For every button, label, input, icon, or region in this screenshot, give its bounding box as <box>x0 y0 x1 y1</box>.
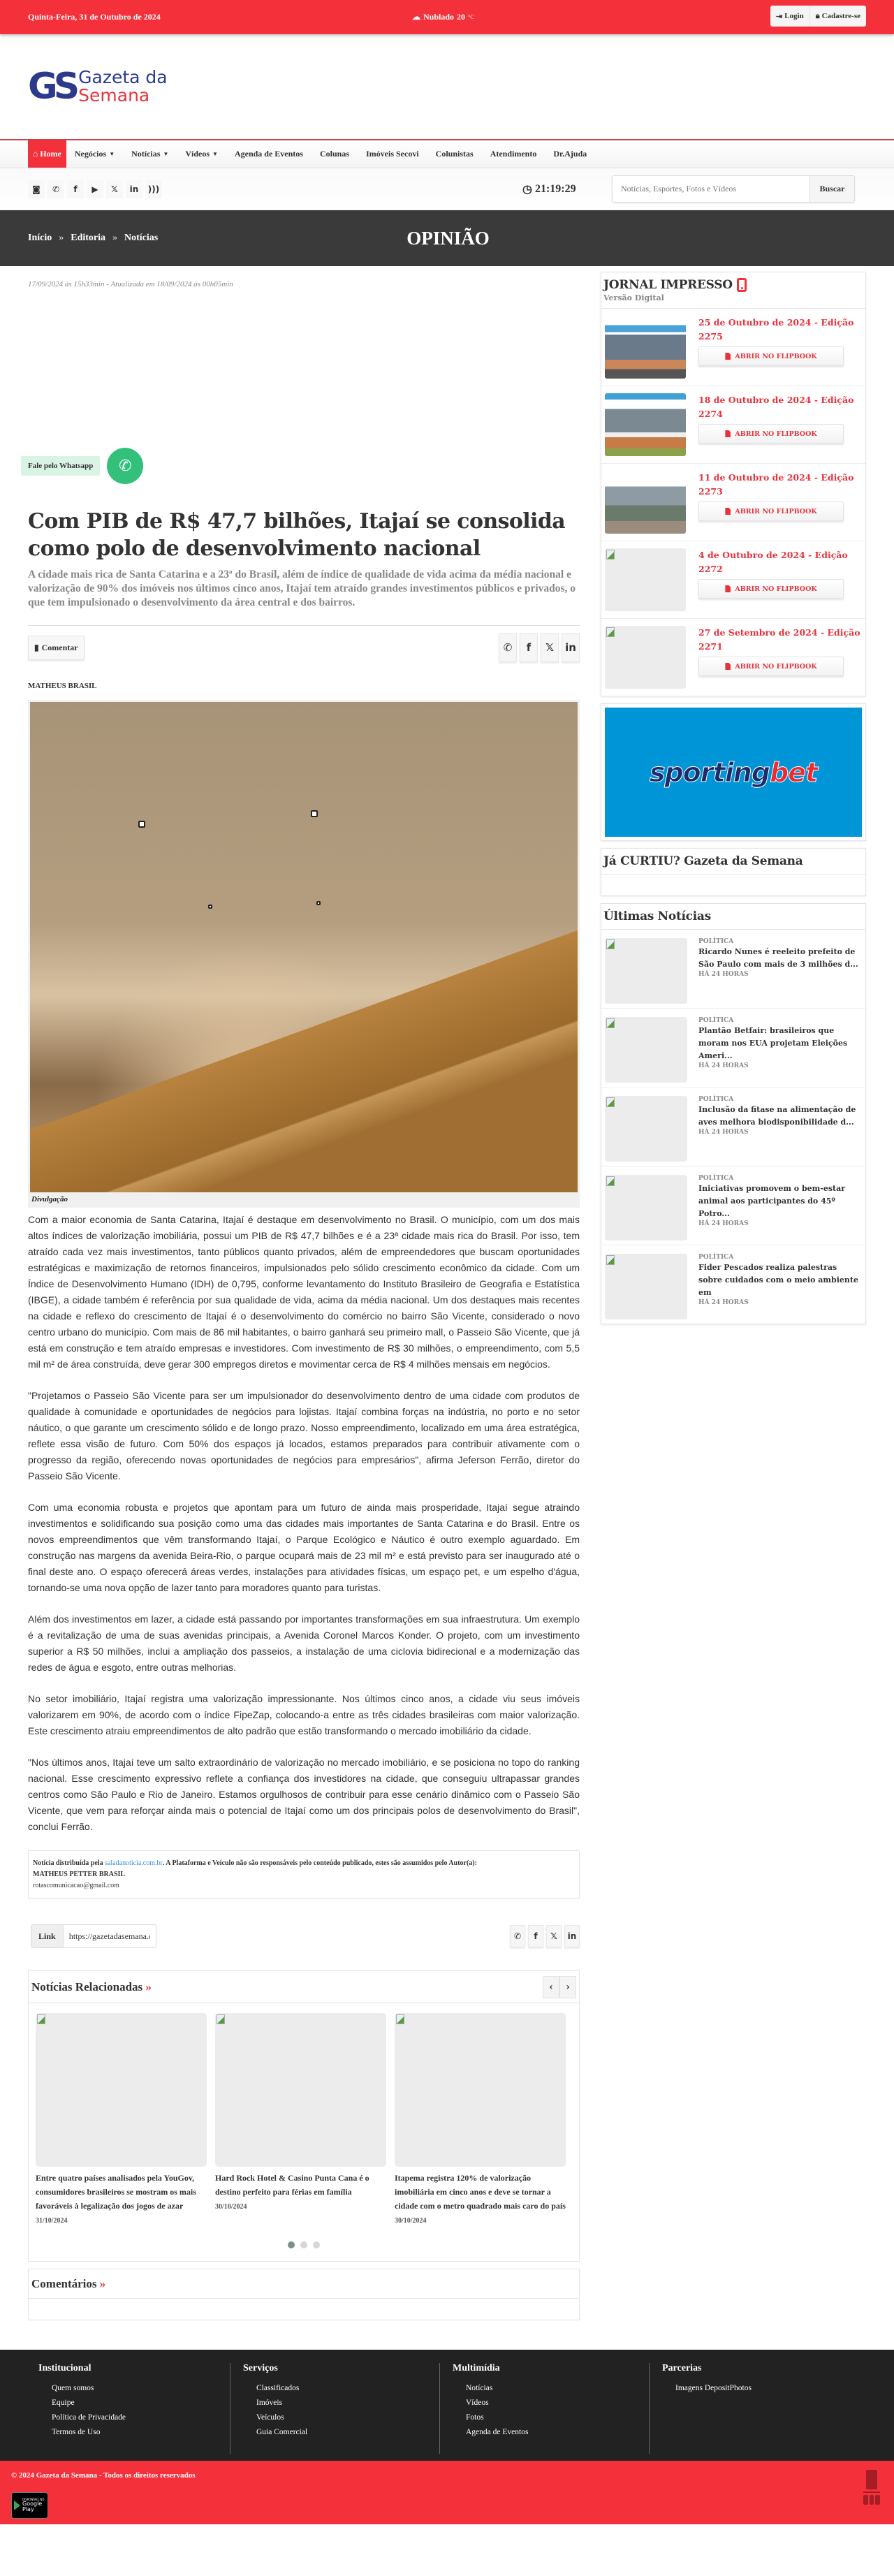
youtube-icon[interactable]: ▶ <box>87 180 103 198</box>
current-date: Quinta-Feira, 31 de Outubro de 2024 <box>28 12 161 22</box>
footer-link[interactable]: Imagens DepositPhotos <box>675 2384 752 2392</box>
article-actions <box>28 633 580 662</box>
edition-item <box>601 619 865 696</box>
edition-cover[interactable] <box>605 393 686 456</box>
signup-label: Cadastre-se <box>821 12 860 20</box>
facebook-icon[interactable]: f <box>67 180 84 198</box>
related-image <box>395 2013 566 2167</box>
flipbook-label: ABRIR NO FLIPBOOK <box>735 507 817 515</box>
carousel-dots <box>29 2225 579 2261</box>
ceiling-light <box>316 901 321 905</box>
google-play-badge[interactable] <box>11 2492 48 2519</box>
news-thumb <box>605 938 687 1004</box>
comments-header <box>29 2269 579 2299</box>
footer-col-institucional <box>0 2363 230 2454</box>
related-card[interactable] <box>395 2013 566 2225</box>
footer-link[interactable]: Termos de Uso <box>52 2428 101 2436</box>
carousel-dot[interactable] <box>313 2241 320 2248</box>
latest-title: Últimas Notícias <box>603 909 711 923</box>
footer-col-title: Multimídia <box>453 2363 500 2373</box>
footer-col-title: Institucional <box>38 2363 91 2373</box>
footer-col-title: Serviços <box>243 2363 278 2373</box>
carousel-dot-active[interactable] <box>288 2241 295 2248</box>
nav-videos[interactable] <box>177 140 226 168</box>
nav-colunistas[interactable]: Colunistas <box>435 149 474 159</box>
latest-news-item[interactable] <box>601 1245 865 1324</box>
related-image <box>36 2013 207 2167</box>
related-card[interactable] <box>36 2013 207 2225</box>
news-category: POLÍTICA <box>698 1017 734 1024</box>
footer-link[interactable]: Guia Comercial <box>256 2428 308 2436</box>
weather-temp: 20 <box>457 12 466 22</box>
like-title: Já CURTIU? Gazeta da Semana <box>603 854 803 868</box>
article-paragraph: No setor imobiliário, Itajaí registra uma valorização impressionante. Nos últimos cinco anos, a cidade viu seus imóveis valorizarem em 90%, de acordo com o índice FipeZap, colocando-a entre as três cidades brasileiras com maior valorização. Este crescimento atraiu empreendimentos de alto padrão que estão transformando o mercado imobiliário da cidade. <box>28 1693 580 1736</box>
footer-link[interactable]: Classificados <box>256 2384 300 2392</box>
nav-agenda[interactable]: Agenda de Eventos <box>234 149 303 159</box>
edition-item <box>601 541 865 619</box>
x-icon[interactable]: 𝕏 <box>106 180 123 198</box>
article-paragraph: Com a maior economia de Santa Catarina, Itajaí é destaque em desenvolvimento no Brasil. O município, com um dos mais altos índices de valorização imobiliária, possui um PIB de R$ 47,7 bilhões e é a 23ª cidade mais rica do Brasil. Por isso, tem atraído cada vez mais investimentos, tanto públicos quanto privados, além de empreendedores que buscam oportunidades estratégicas e maximização de retornos financeiros, impulsionados pelo sólido crescimento econômico da cidade. Com um Índice de Desenvolvimento Humano (IDH) de 0,795, conforme levantamento do Instituto Brasileiro de Geografia e Estatística (IBGE), a cidade também é referência por sua qualidade de vida, acima da média nacional. Um dos destaques mais recentes na cidade e reflexo do crescimento de Itajaí é o desenvolvimento do comércio no bairro São Vicente, considerado o novo centro urbano do município. Com mais de 86 mil habitantes, o bairro ganhará seu primeiro mall, o Passeio São Vicente, que já está em construção e tem atraído empresas e investidores. Com investimento de R$ 30 milhões, o empreendimento, com 5,5 mil m² de área construída, deve gerar 300 empregos diretos e movimentar cerca de R$ 4 milhões mensais em negócios. <box>28 1214 580 1370</box>
footer <box>0 2350 894 2524</box>
raquo-icon: » <box>99 2276 106 2290</box>
article-paragraph: Além dos investimentos em lazer, a cidade está passando por importantes transformações em sua infraestrutura. Um exemplo é a revitalização de uma de suas avenidas principais, a Avenida Coronel Marcos Konder. O projeto, com um investimento superior a R$ 50 milhões, inclui a ampliação dos passeios, a instalação de uma ciclovia bidirecional e a modernização das redes de água e esgoto, entre outras melhorias. <box>28 1613 580 1673</box>
news-time: HÁ 24 HORAS <box>698 1299 749 1306</box>
comment-button[interactable] <box>28 636 85 660</box>
broken-image-icon <box>396 2014 404 2024</box>
broken-image-icon <box>606 1018 615 1028</box>
utility-bar <box>0 168 894 210</box>
news-category: POLÍTICA <box>698 938 734 945</box>
news-category: POLÍTICA <box>698 1175 734 1182</box>
news-thumb <box>605 1254 687 1319</box>
search-button[interactable]: Buscar <box>809 176 854 202</box>
jornal-title-text: JORNAL IMPRESSO <box>603 278 733 292</box>
breadcrumb <box>28 233 158 244</box>
weather-label: Nublado <box>423 12 455 22</box>
breadcrumb-editoria[interactable]: Editoria <box>71 233 106 243</box>
share-buttons <box>499 633 580 662</box>
link-share-row <box>28 1924 580 1948</box>
open-flipbook-button[interactable] <box>698 424 844 444</box>
news-time: HÁ 24 HORAS <box>698 971 749 978</box>
ceiling-light <box>138 821 145 828</box>
news-time: HÁ 24 HORAS <box>698 1062 749 1069</box>
open-flipbook-button[interactable] <box>698 657 844 676</box>
like-header <box>601 849 865 874</box>
footer-col-parcerias <box>650 2363 859 2454</box>
raquo-icon: » <box>145 1979 152 1993</box>
article-paragraph: Com uma economia robusta e projetos que apontam para um futuro de ainda mais prosperidade, Itajaí segue atraindo investimentos e solidificando sua posição como uma das cidades mais importantes de Santa Catarina e do Brasil. Entre os novos empreendimentos que vêm transformando Itajaí, o Parque Ecológico e Náutico é outro exemplo aguardado. Em construção nas margens da avenida Beira-Rio, o parque ocupará mais de 23 mil m² e está previsto para ser inaugurado até o final deste ano. O espaço oferecerá áreas verdes, instalações para atividades físicas, um espaço pet, e um espelho d'água, tornando-se uma nova opção de lazer tanto para moradores quanto para turistas. <box>28 1502 580 1593</box>
footer-link[interactable]: Vídeos <box>466 2399 489 2407</box>
latest-news-widget <box>601 903 866 1324</box>
article-paragraph: "Projetamos o Passeio São Vicente para ser um impulsionador do desenvolvimento dentro de uma cidade com produtos de qualidade à comunidade e oportunidades de negócios para lojistas. Itajaí combina forças na indústria, no porto e no setor náutico, o que garante um crescimento sólido e de longo prazo. Nosso empreendimento, localizado em uma área estratégica, reflete essa visão de futuro. Com 50% dos espaços já locados, estamos preparados para contribuir ativamente com o progresso da região, oferecendo novas oportunidades de negócios para empresários", afirma Jeferson Ferrão, diretor do Passeio São Vicente. <box>28 1390 580 1481</box>
chevron-down-icon: ▼ <box>163 151 169 157</box>
section-title-text: OPINIÃO <box>406 227 490 249</box>
news-category: POLÍTICA <box>698 1254 734 1261</box>
source-prefix: Notícia distribuída pela <box>33 1859 105 1867</box>
jornal-header <box>601 272 865 309</box>
logo-mark: GS <box>28 66 76 108</box>
related-card[interactable] <box>215 2013 386 2225</box>
gplay-text <box>22 2498 45 2512</box>
flipbook-label: ABRIR NO FLIPBOOK <box>735 352 817 360</box>
nav-label: Vídeos <box>185 149 210 159</box>
news-title: Fider Pescados realiza palestras sobre cuidados com o meio ambiente em <box>698 1263 858 1297</box>
chevron-left-icon[interactable]: ‹ <box>543 1976 559 1998</box>
nav-label: Negócios <box>74 149 107 159</box>
clock-time: 21:19:29 <box>534 182 576 195</box>
footer-link[interactable]: Quem somos <box>52 2384 94 2392</box>
footer-link[interactable]: Equipe <box>52 2399 75 2407</box>
ad-brand-part2: bet <box>769 756 818 788</box>
broken-image-icon <box>37 2014 45 2024</box>
lock-icon: 🔒︎ <box>815 11 820 20</box>
footer-col-servicos <box>230 2363 440 2454</box>
latest-news-item[interactable] <box>601 930 865 1009</box>
share-linkedin-icon[interactable]: in <box>562 633 580 662</box>
news-thumb <box>605 1017 687 1083</box>
comments-title-text: Comentários <box>31 2276 97 2290</box>
related-news-header <box>29 1971 579 2003</box>
footer-links <box>0 2350 894 2461</box>
source-link[interactable]: saladanoticia.com.br <box>105 1859 163 1867</box>
news-category: POLÍTICA <box>698 1096 734 1103</box>
article-author: MATHEUS BRASIL <box>28 682 97 690</box>
share-facebook-icon[interactable]: f <box>528 1925 543 1947</box>
carousel-arrows <box>543 1976 576 1998</box>
instagram-icon[interactable]: ◙ <box>28 180 45 198</box>
rss-icon[interactable]: ))) <box>145 180 162 198</box>
related-title: Itapema registra 120% de valorização imobiliária em cinco anos e deve se tornar a cidade com o metro quadrado mais caro do país <box>395 2173 566 2211</box>
related-date: 30/10/2024 <box>395 2217 427 2225</box>
related-title: Hard Rock Hotel & Casino Punta Cana é o destino perfeito para férias em família <box>215 2173 369 2197</box>
footer-link[interactable]: Imóveis <box>256 2399 283 2407</box>
section-header <box>0 210 894 266</box>
nav-dr-ajuda[interactable]: Dr.Ajuda <box>553 149 587 159</box>
jornal-impresso-widget <box>601 272 866 696</box>
gplay-small: DISPONÍVEL NO <box>22 2498 45 2501</box>
gplay-big: Google Play <box>22 2501 43 2512</box>
whatsapp-icon: ✆ <box>119 457 132 475</box>
comments-body <box>29 2299 579 2320</box>
home-icon: ⌂ <box>33 149 38 159</box>
comments-title <box>31 2277 105 2291</box>
share-buttons-bottom <box>510 1925 580 1947</box>
logo-line2: Semana <box>78 85 150 105</box>
carousel-dot[interactable] <box>300 2241 307 2248</box>
divider <box>28 625 580 626</box>
chevron-down-icon: ▼ <box>109 151 115 157</box>
edition-item <box>601 309 865 386</box>
logo-line1: Gazeta da <box>78 67 168 87</box>
login-label: Login <box>784 12 804 20</box>
site-logo[interactable] <box>28 66 168 108</box>
broken-image-icon <box>606 1255 615 1265</box>
chevron-right-icon[interactable]: › <box>559 1976 576 1998</box>
search-form <box>612 175 855 203</box>
article-image <box>30 702 578 1192</box>
article-title: Com PIB de R$ 47,7 bilhões, Itajaí se consolida como polo de desenvolvimento nacional <box>28 509 566 561</box>
share-facebook-icon[interactable]: f <box>520 633 538 662</box>
comments-section <box>28 2269 580 2320</box>
related-image <box>215 2013 386 2167</box>
edition-title[interactable]: 4 de Outubro de 2024 - Edição 2272 <box>698 550 848 574</box>
like-body <box>601 874 865 895</box>
logo-text <box>78 68 167 105</box>
open-flipbook-button[interactable] <box>698 502 844 521</box>
login-icon: ⇥ <box>776 12 783 21</box>
broken-image-icon <box>606 550 615 559</box>
breadcrumb-separator: » <box>59 233 64 243</box>
clock-icon: ◷ <box>522 183 532 196</box>
share-whatsapp-icon[interactable]: ✆ <box>510 1925 525 1947</box>
news-time: HÁ 24 HORAS <box>698 1129 749 1136</box>
google-play-icon <box>14 2501 20 2510</box>
broken-image-icon <box>606 1176 615 1186</box>
open-flipbook-button[interactable] <box>698 346 844 366</box>
related-date: 30/10/2024 <box>215 2203 247 2211</box>
edition-item <box>601 464 865 541</box>
logo-area <box>0 34 894 139</box>
breadcrumb-noticias[interactable]: Notícias <box>124 233 159 243</box>
link-label: Link <box>31 1925 64 1947</box>
signup-button[interactable] <box>809 6 866 27</box>
sportingbet-ad <box>605 708 862 837</box>
edition-title[interactable]: 25 de Outubro de 2024 - Edição 2275 <box>698 317 854 342</box>
flipbook-label: ABRIR NO FLIPBOOK <box>735 585 817 593</box>
flipbook-label: ABRIR NO FLIPBOOK <box>735 662 817 671</box>
edition-cover[interactable] <box>605 471 686 534</box>
footer-link[interactable]: Fotos <box>466 2413 484 2422</box>
broken-image-icon <box>606 939 615 949</box>
open-flipbook-button[interactable] <box>698 579 844 599</box>
main-nav <box>0 139 894 168</box>
footer-link[interactable]: Notícias <box>466 2384 493 2392</box>
nav-home[interactable] <box>28 140 66 168</box>
nav-imoveis-secovi[interactable]: Imóveis Secovi <box>366 149 419 159</box>
linkedin-icon[interactable]: in <box>126 180 142 198</box>
news-time: HÁ 24 HORAS <box>698 1220 749 1227</box>
article <box>28 266 580 2350</box>
chevron-down-icon: ▼ <box>212 151 218 157</box>
whatsapp-cta <box>21 448 580 484</box>
cloud-icon: ☁ <box>412 12 420 22</box>
news-thumb <box>605 1175 687 1241</box>
source-email: rotascomunicacao@gmail.com <box>33 1882 119 1889</box>
jornal-title <box>603 278 863 292</box>
news-title: Plantão Betfair: brasileiros que moram nos EUA projetam Eleições Ameri... <box>698 1026 848 1060</box>
edition-cover[interactable] <box>605 548 686 611</box>
source-author: MATHEUS PETTER BRASIL <box>33 1871 126 1878</box>
breadcrumb-separator: » <box>112 233 118 243</box>
nav-label: Home <box>40 149 61 159</box>
weather-unit: °C <box>468 14 474 20</box>
footer-link[interactable]: Política de Privacidade <box>52 2413 126 2422</box>
pdf-file-icon <box>725 585 731 592</box>
footer-col-title: Parcerias <box>662 2363 702 2373</box>
pdf-file-icon <box>725 508 731 515</box>
footer-link[interactable]: Agenda de Eventos <box>466 2428 529 2436</box>
article-body <box>28 1212 580 1835</box>
footer-bottom <box>0 2461 894 2524</box>
ad-banner[interactable] <box>601 703 866 841</box>
broken-image-icon <box>606 627 615 637</box>
nav-label: Notícias <box>131 149 161 159</box>
pdf-file-icon <box>725 353 731 360</box>
breadcrumb-inicio[interactable]: Início <box>28 233 52 243</box>
footer-link[interactable]: Veículos <box>256 2413 284 2422</box>
news-title: Iniciativas promovem o bem-estar animal aos participantes do 45º Potro... <box>698 1184 846 1218</box>
jornal-subtitle: Versão Digital <box>603 293 664 302</box>
share-whatsapp-icon[interactable]: ✆ <box>499 633 517 662</box>
ceiling-light <box>311 810 318 817</box>
article-figure <box>28 700 580 1208</box>
news-thumb <box>605 1096 687 1162</box>
sidebar <box>601 266 866 2350</box>
source-notice <box>28 1850 580 1899</box>
footer-col-multimidia <box>440 2363 650 2454</box>
clock <box>522 182 576 196</box>
ad-brand-part1: sporting <box>649 756 770 788</box>
whatsapp-label[interactable]: Fale pelo Whatsapp <box>21 456 100 476</box>
article-paragraph: "Nos últimos anos, Itajaí teve um salto extraordinário de valorização no mercado imobiliário, e se posiciona no topo do ranking nacional. Esse crescimento expressivo reflete a confiança dos investidores na cidade, que conseguiu ultrapassar grandes centros como São Paulo e Rio de Janeiro. Estamos orgulhosos de contribuir para esse cenário dinâmico com o Passeio São Vicente, que vem para reforçar ainda mais o potencial de Itajaí como um dos principais polos de desenvolvimento do Brasil", conclui Ferrão. <box>28 1757 580 1832</box>
nav-negocios[interactable] <box>66 140 123 168</box>
related-date: 31/10/2024 <box>36 2217 68 2225</box>
nav-noticias[interactable] <box>123 140 177 168</box>
edition-title[interactable]: 11 de Outubro de 2024 - Edição 2273 <box>698 472 854 497</box>
latest-news-item[interactable] <box>601 1166 865 1245</box>
edition-cover[interactable] <box>605 316 686 379</box>
related-list <box>29 2003 579 2225</box>
link-input[interactable] <box>64 1925 156 1947</box>
source-suffix: . A Plataforma e Veículo não são responsáveis pelo conteúdo publicado, estes são assumidos pelo Autor(a): <box>162 1859 477 1867</box>
page-content <box>0 266 894 2350</box>
edition-item <box>601 386 865 464</box>
share-x-icon[interactable]: 𝕏 <box>541 633 559 662</box>
article-date: 17/09/2024 às 15h33min - Atualizada em 18/09/2024 às 00h05min <box>28 280 233 288</box>
flipbook-label: ABRIR NO FLIPBOOK <box>735 430 817 438</box>
link-field <box>31 1924 156 1948</box>
comment-label: Comentar <box>41 642 78 652</box>
image-caption: Divulgação <box>31 1195 68 1203</box>
pdf-file-icon <box>725 663 731 670</box>
copyright: © 2024 Gazeta da Semana - Todos os direitos reservados <box>11 2471 196 2480</box>
weather <box>412 12 474 22</box>
login-button[interactable] <box>770 6 809 27</box>
share-linkedin-icon[interactable]: in <box>564 1925 580 1947</box>
edition-title[interactable]: 18 de Outubro de 2024 - Edição 2274 <box>698 395 854 419</box>
related-title: Entre quatro países analisados pela YouGov, consumidores brasileiros se mostram os mais favoráveis à legalização dos jogos de azar <box>36 2173 196 2211</box>
search-input[interactable] <box>613 176 809 202</box>
nav-atendimento[interactable]: Atendimento <box>490 149 537 159</box>
edition-cover[interactable] <box>605 626 686 689</box>
latest-header <box>601 904 865 930</box>
mobile-phone-icon <box>737 278 747 292</box>
news-title: Ricardo Nunes é reeleito prefeito de São Paulo com mais de 3 milhões d... <box>698 947 858 969</box>
edition-title[interactable]: 27 de Setembro de 2024 - Edição 2271 <box>698 627 860 652</box>
related-news-title <box>31 1980 152 1994</box>
ad-brand <box>650 757 817 788</box>
pdf-file-icon <box>725 430 731 437</box>
related-title-text: Notícias Relacionadas <box>31 1979 143 1993</box>
facebook-like-widget <box>601 848 866 896</box>
latest-news-item[interactable] <box>601 1088 865 1166</box>
article-subtitle: A cidade mais rica de Santa Catarina e a 23ª do Brasil, além de índice de qualidade de vida acima da média nacional e valorização de 90% dos imóveis nos últimos cinco anos, Itajaí tem atraído grandes investimentos públicos e privados, o que tem impulsionado o desenvolvimento da área central e dos bairros. <box>28 569 576 608</box>
broken-image-icon <box>606 1097 615 1107</box>
whatsapp-button[interactable] <box>107 448 143 484</box>
sitemap-icon[interactable] <box>863 2470 880 2505</box>
share-x-icon[interactable]: 𝕏 <box>546 1925 562 1947</box>
news-title: Inclusão da fitase na alimentação de aves melhora biodisponibilidade d... <box>698 1105 856 1127</box>
related-news <box>28 1970 580 2262</box>
comment-icon: ▮ <box>34 642 39 652</box>
top-bar <box>0 0 894 34</box>
whatsapp-icon[interactable]: ✆ <box>47 180 64 198</box>
social-links <box>28 180 162 198</box>
latest-news-item[interactable] <box>601 1009 865 1088</box>
ceiling-light <box>208 905 212 909</box>
auth-box <box>770 6 866 27</box>
broken-image-icon <box>217 2014 225 2024</box>
nav-colunas[interactable]: Colunas <box>319 149 349 159</box>
